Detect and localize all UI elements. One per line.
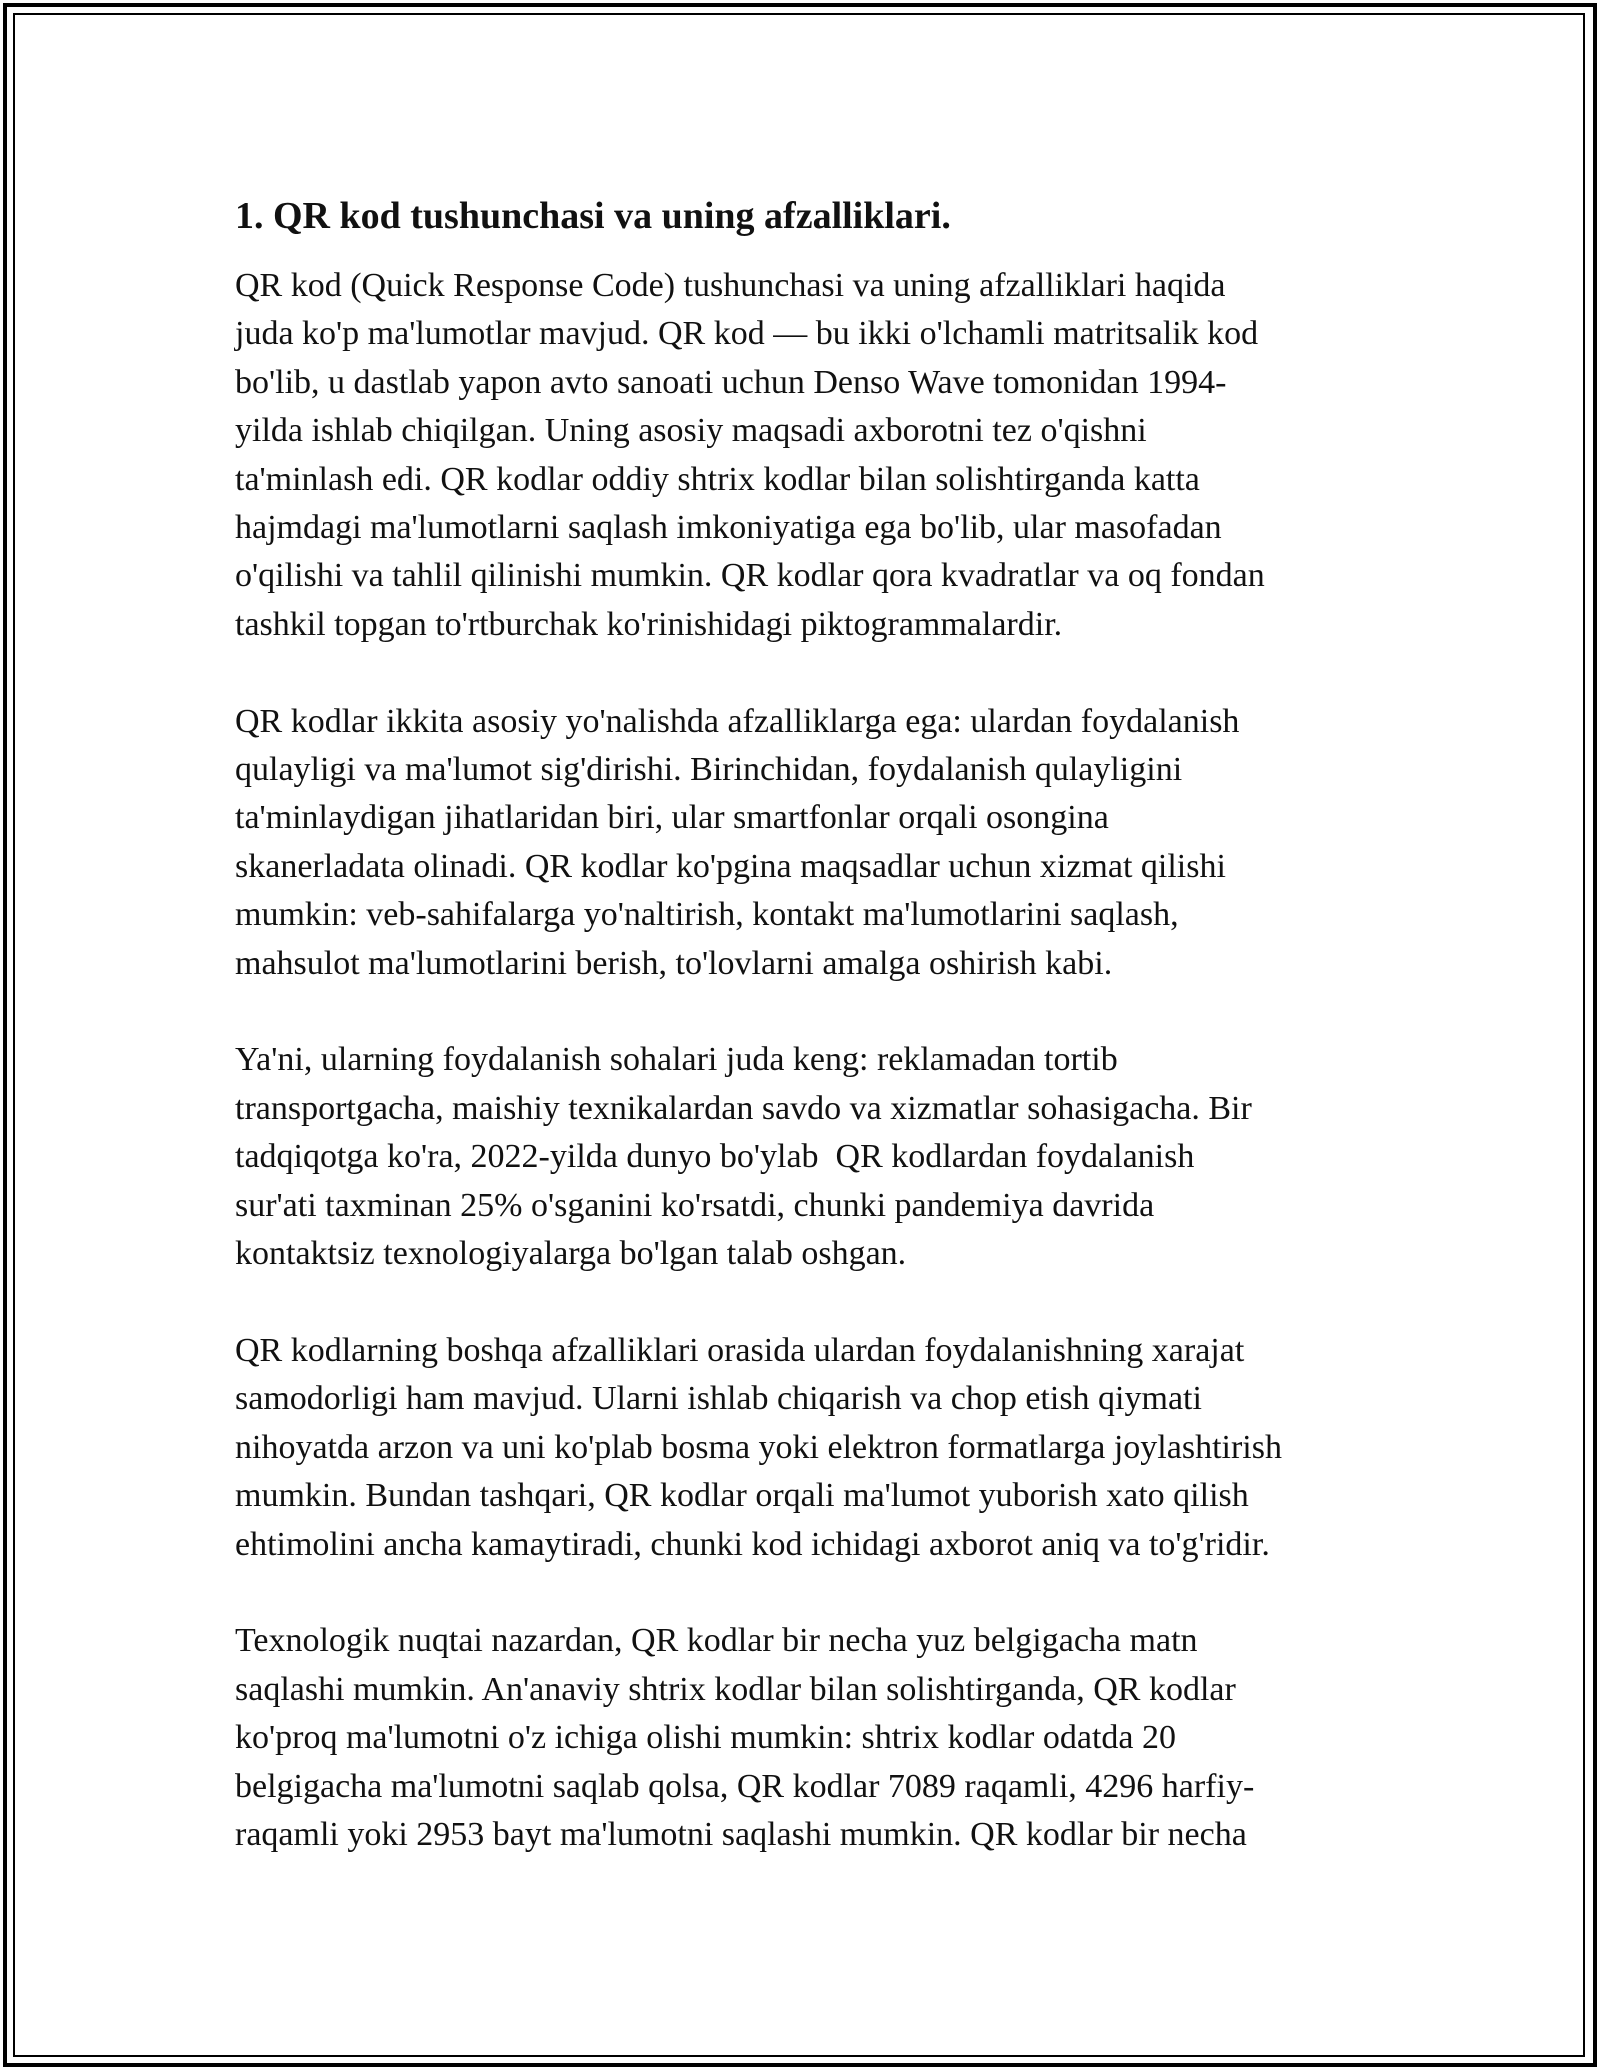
text-line: kontaktsiz texnologiyalarga bo'lgan talab oshgan.	[235, 1235, 907, 1273]
paragraph-5	[235, 1617, 1375, 1859]
text-line: mahsulot ma'lumotlarini berish, to'lovlarni amalga oshirish kabi.	[235, 944, 1113, 982]
text-line: ta'minlash edi. QR kodlar oddiy shtrix kodlar bilan solishtirganda katta	[235, 460, 1200, 498]
text-line: tadqiqotga ko'ra, 2022-yilda dunyo bo'ylab QR kodlardan foydalanish	[235, 1138, 1195, 1176]
text-line: Texnologik nuqtai nazardan, QR kodlar bir necha yuz belgigacha matn	[235, 1622, 1198, 1660]
paragraph-1	[235, 262, 1375, 649]
text-line: samodorligi ham mavjud. Ularni ishlab chiqarish va chop etish qiymati	[235, 1380, 1202, 1418]
text-line: ta'minlaydigan jihatlaridan biri, ular smartfonlar orqali osongina	[235, 799, 1109, 837]
text-line: nihoyatda arzon va uni ko'plab bosma yoki elektron formatlarga joylashtirish	[235, 1428, 1282, 1466]
text-line: QR kod (Quick Response Code) tushunchasi va uning afzalliklari haqida	[235, 267, 1226, 304]
text-line: yilda ishlab chiqilgan. Uning asosiy maqsadi axborotni tez o'qishni	[235, 412, 1147, 450]
paragraph-2	[235, 698, 1375, 988]
text-line: skanerladata olinadi. QR kodlar ko'pgina maqsadlar uchun xizmat qilishi	[235, 847, 1226, 885]
section-heading: 1. QR kod tushunchasi va uning afzalliklari.	[235, 195, 951, 237]
text-line: belgigacha ma'lumotni saqlab qolsa, QR kodlar 7089 raqamli, 4296 harfiy-	[235, 1767, 1255, 1805]
paragraph-4	[235, 1327, 1375, 1569]
text-line: juda ko'p ma'lumotlar mavjud. QR kod — bu ikki o'lchamli matritsalik kod	[235, 315, 1259, 353]
text-line: Ya'ni, ularning foydalanish sohalari juda keng: reklamadan tortib	[235, 1041, 1118, 1079]
text-line: mumkin: veb-sahifalarga yo'naltirish, kontakt ma'lumotlarini saqlash,	[235, 896, 1179, 934]
text-line: ko'proq ma'lumotni o'z ichiga olishi mumkin: shtrix kodlar odatda 20	[235, 1719, 1176, 1757]
text-line: QR kodlarning boshqa afzalliklari orasida ulardan foydalanishning xarajat	[235, 1331, 1245, 1369]
text-line: bo'lib, u dastlab yapon avto sanoati uchun Denso Wave tomonidan 1994-	[235, 363, 1227, 401]
paragraph-3	[235, 1036, 1375, 1278]
text-line: sur'ati taxminan 25% o'sganini ko'rsatdi, chunki pandemiya davrida	[235, 1186, 1155, 1224]
text-line: tashkil topgan to'rtburchak ko'rinishidagi piktogrammalardir.	[235, 605, 1063, 643]
text-line: QR kodlar ikkita asosiy yo'nalishda afzalliklarga ega: ulardan foydalanish	[235, 702, 1240, 740]
text-line: qulayligi va ma'lumot sig'dirishi. Birinchidan, foydalanish qulayligini	[235, 751, 1183, 789]
text-line: raqamli yoki 2953 bayt ma'lumotni saqlashi mumkin. QR kodlar bir necha	[235, 1815, 1247, 1853]
document-body	[235, 190, 1375, 1908]
text-line: hajmdagi ma'lumotlarni saqlash imkoniyatiga ega bo'lib, ular masofadan	[235, 509, 1222, 547]
text-line: o'qilishi va tahlil qilinishi mumkin. QR kodlar qora kvadratlar va oq fondan	[235, 557, 1265, 595]
text-line: ehtimolini ancha kamaytiradi, chunki kod ichidagi axborot aniq va to'g'ridir.	[235, 1525, 1270, 1563]
text-line: transportgacha, maishiy texnikalardan savdo va xizmatlar sohasigacha. Bir	[235, 1089, 1252, 1127]
text-line: mumkin. Bundan tashqari, QR kodlar orqali ma'lumot yuborish xato qilish	[235, 1477, 1249, 1515]
text-line: saqlashi mumkin. An'anaviy shtrix kodlar bilan solishtirganda, QR kodlar	[235, 1670, 1236, 1708]
